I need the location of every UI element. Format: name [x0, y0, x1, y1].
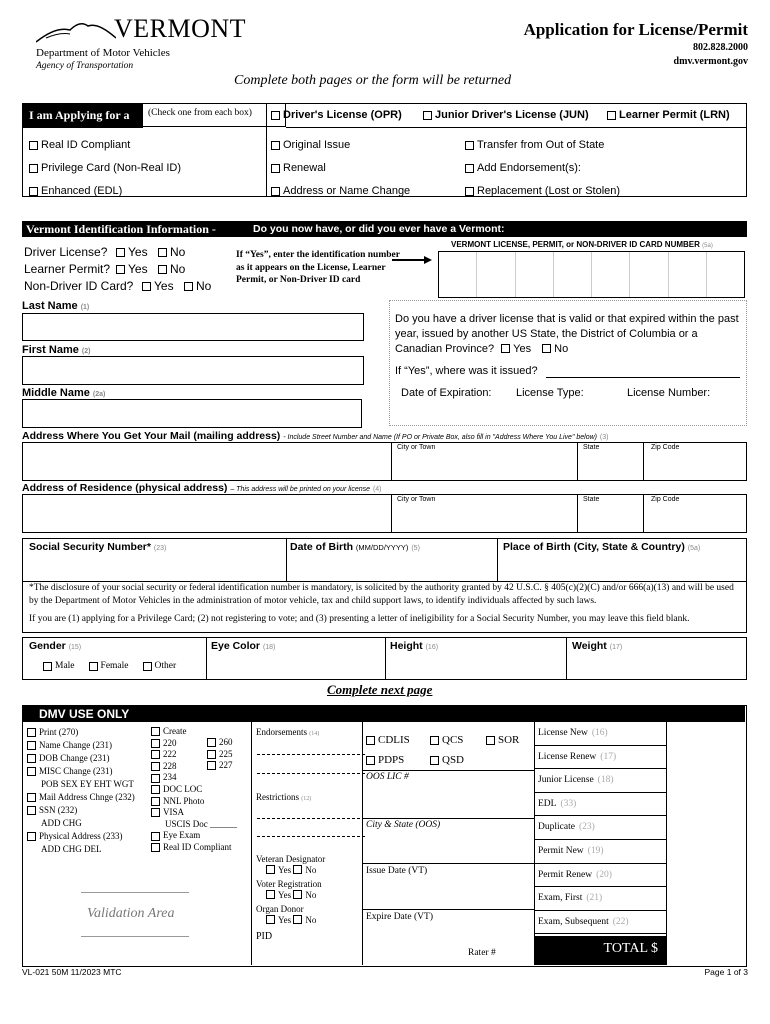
dmv-option: POB SEX EY EHT WGT: [41, 779, 134, 789]
dmv-code[interactable]: VISA: [151, 807, 237, 819]
id-info-header: Vermont Identification Information - Do you now have, or did you ever have a Vermont:: [22, 221, 747, 237]
fee-num: (22): [612, 916, 629, 927]
dmv-option: ADD CHG: [41, 818, 82, 828]
rater-label: Rater #: [468, 948, 496, 958]
dmv-option[interactable]: Name Change (231): [27, 739, 135, 752]
checkbox-icon[interactable]: [465, 187, 474, 196]
fee-row: [534, 840, 666, 864]
dmv-option[interactable]: DOB Change (231): [27, 752, 135, 765]
expire-date-label: Expire Date (VT): [366, 912, 433, 922]
oos-lic-label: OOS LIC #: [366, 772, 409, 782]
mailing-label: Address Where You Get Your Mail (mailing address) - Include Street Number and Name (If PO or Private Box, also fill in "Address Where You Live" below) (3): [22, 430, 609, 442]
checkbox-icon[interactable]: [151, 832, 160, 841]
form-title: Application for License/Permit: [523, 20, 748, 39]
fee-label: Permit Renew: [538, 869, 593, 880]
dmv-codes: [366, 730, 536, 770]
checkbox-icon[interactable]: [151, 727, 160, 736]
middle-name-input[interactable]: [22, 399, 362, 428]
checkbox-icon[interactable]: [27, 754, 36, 763]
checkbox-icon[interactable]: [423, 111, 432, 120]
fee-row: [534, 746, 666, 770]
q-learner-permit: Learner Permit? Yes No: [24, 262, 186, 276]
fee-label: Junior License: [538, 775, 594, 786]
option-original[interactable]: Original Issue: [271, 134, 410, 157]
checkbox-icon[interactable]: [542, 344, 551, 353]
checkbox-icon[interactable]: [465, 141, 474, 150]
code-227[interactable]: 227: [207, 760, 233, 772]
dmv-code[interactable]: Real ID Compliant: [151, 842, 237, 854]
checkbox-icon[interactable]: [293, 865, 302, 874]
fee-row: [534, 864, 666, 888]
dmv-code[interactable]: 234: [151, 772, 237, 784]
checkbox-icon[interactable]: [116, 248, 125, 257]
option-transfer[interactable]: Transfer from Out of State: [465, 134, 620, 157]
city-state-oos-label: City & State (OOS): [366, 820, 441, 830]
endorsements-label: Endorsements (14): [256, 727, 320, 737]
complete-next-page: Complete next page: [327, 682, 433, 697]
code-cdlis[interactable]: CDLIS: [366, 730, 430, 750]
phone: 802.828.2000: [693, 42, 748, 53]
arrow-right-icon: [392, 255, 432, 265]
num-label: License Number:: [627, 387, 711, 399]
dmv-code[interactable]: 220: [151, 738, 237, 750]
dmv-fees: [534, 722, 666, 934]
dmv-option: ADD CHG DEL: [41, 844, 102, 854]
first-name-input[interactable]: [22, 356, 364, 385]
checkbox-icon[interactable]: [151, 843, 160, 852]
type-label: License Type:: [516, 387, 584, 399]
option-endorsement[interactable]: Add Endorsement(s):: [465, 157, 620, 180]
dmv-code[interactable]: DOC LOC: [151, 784, 237, 796]
dmv-option[interactable]: MISC Change (231): [27, 765, 135, 778]
vermont-logo: [36, 14, 256, 46]
ssn-disclosure: *The disclosure of your social security or federal identification number is mandatory, is solicited by the authority granted by 42 U.S.C. § 405(c)(2)(C) and/or 666(a)(13) and will be used by the Department of Motor Vehicles in the administration of motor vehicle, tax and child support laws, to identify individuals affected by such laws.: [29, 583, 734, 606]
checkbox-icon[interactable]: [143, 662, 152, 671]
fee-label: Duplicate: [538, 822, 575, 833]
checkbox-icon[interactable]: [184, 282, 193, 291]
dmv-col1: [27, 726, 135, 856]
option-replacement[interactable]: Replacement (Lost or Stolen): [465, 180, 620, 203]
fee-row: [534, 887, 666, 911]
first-name-label: First Name (2): [22, 344, 91, 356]
checkbox-icon[interactable]: [271, 111, 280, 120]
residence-state-label: State: [583, 496, 600, 503]
checkbox-icon[interactable]: [151, 762, 160, 771]
vt-id-number-input[interactable]: [438, 251, 745, 298]
fee-num: (16): [591, 728, 608, 738]
option-address-change[interactable]: Address or Name Change: [271, 180, 410, 203]
fee-num: (18): [597, 775, 614, 786]
checkbox-icon[interactable]: [293, 890, 302, 899]
privilege-note: If you are (1) applying for a Privilege Card; (2) not registering to vote; and (3) presenting a letter of ineligibility for a Social Security Number, you may leave this field blank.: [29, 614, 690, 624]
last-name-input[interactable]: [22, 313, 364, 341]
dob-field[interactable]: Date of Birth (MM/DD/YYYY) (5): [290, 541, 420, 553]
checkbox-icon[interactable]: [293, 915, 302, 924]
applying-col1: [29, 134, 181, 203]
license-type-jun[interactable]: Junior Driver's License (JUN): [423, 109, 589, 121]
checkbox-icon[interactable]: [27, 767, 36, 776]
dmv-option[interactable]: Print (270): [27, 726, 135, 739]
middle-name-label: Middle Name (2a): [22, 387, 106, 399]
option-renewal[interactable]: Renewal: [271, 157, 410, 180]
applying-section: [22, 103, 747, 197]
mailing-address-input[interactable]: [22, 442, 747, 481]
fee-label: EDL: [538, 798, 557, 809]
checkbox-icon[interactable]: [158, 248, 167, 257]
physical-info-box: [22, 637, 747, 680]
where-issued-input[interactable]: [546, 377, 740, 378]
checkbox-icon[interactable]: [29, 187, 38, 196]
checkbox-icon[interactable]: [271, 164, 280, 173]
vt-id-label: VERMONT LICENSE, PERMIT, or NON-DRIVER ID CARD NUMBER (5a): [451, 240, 713, 249]
checkbox-icon[interactable]: [29, 164, 38, 173]
applying-label: I am Applying for a: [29, 108, 130, 122]
dmv-code: USCIS Doc ______: [165, 818, 238, 829]
checkbox-icon[interactable]: [158, 265, 167, 274]
other-state-question: Do you have a driver license that is valid or that expired within the past year, issued by another US State, the District of Columbia or a Canadian Province? Yes No: [395, 313, 739, 355]
page-number: Page 1 of 3: [704, 967, 748, 977]
applying-label-bar: [23, 104, 143, 127]
dmv-option[interactable]: SSN (232): [27, 804, 135, 817]
checkbox-icon[interactable]: [151, 750, 160, 759]
checkbox-icon[interactable]: [27, 806, 36, 815]
checkbox-icon[interactable]: [501, 344, 510, 353]
fee-num: (20): [596, 869, 612, 880]
license-type-opr[interactable]: Driver's License (OPR): [271, 109, 402, 121]
applying-note: (Check one from each box): [143, 104, 286, 127]
exp-label: Date of Expiration:: [401, 387, 492, 399]
ssn-field[interactable]: Social Security Number* (23): [29, 541, 167, 553]
checkbox-icon[interactable]: [465, 164, 474, 173]
organ-donor: Organ Donor Yes No: [256, 904, 317, 925]
dmv-option[interactable]: Mail Address Chnge (232): [27, 791, 135, 804]
checkbox-icon[interactable]: [151, 797, 160, 806]
checkbox-icon[interactable]: [89, 662, 98, 671]
checkbox-icon[interactable]: [27, 741, 36, 750]
checkbox-icon[interactable]: [607, 111, 616, 120]
form-code: VL-021 50M 11/2023 MTC: [22, 967, 122, 977]
fee-label: Permit New: [538, 845, 584, 856]
fee-row: [534, 816, 666, 840]
website: dmv.vermont.gov: [673, 56, 748, 67]
fee-label: License Renew: [538, 751, 597, 762]
code-pdps[interactable]: PDPS: [366, 750, 430, 770]
fee-num: (17): [600, 751, 617, 762]
fee-row: [534, 911, 666, 935]
checkbox-icon[interactable]: [271, 187, 280, 196]
checkbox-icon[interactable]: [43, 662, 52, 671]
brand-name: VERMONT: [114, 14, 247, 43]
applying-col3: [465, 134, 620, 203]
gender-label: Gender (15): [29, 640, 82, 652]
option-real-id[interactable]: Real ID Compliant: [29, 134, 181, 157]
dept-name: Department of Motor Vehicles: [36, 47, 170, 59]
checkbox-icon[interactable]: [266, 890, 275, 899]
where-issued: If “Yes”, where was it issued?: [395, 365, 538, 377]
dmv-col3: [207, 737, 233, 772]
fee-num: (21): [586, 893, 603, 904]
license-type-lrn[interactable]: Learner Permit (LRN): [607, 109, 730, 121]
fee-label: Exam, Subsequent: [538, 916, 609, 927]
dmv-code[interactable]: NNL Photo: [151, 796, 237, 808]
fee-num: (19): [587, 845, 604, 856]
mailing-state-label: State: [583, 444, 600, 451]
dmv-option[interactable]: Physical Address (233): [27, 830, 135, 843]
gender-options: Male Female Other: [43, 661, 176, 671]
option-privilege-card[interactable]: Privilege Card (Non-Real ID): [29, 157, 181, 180]
checkbox-icon[interactable]: [27, 728, 36, 737]
other-state-box: [389, 300, 747, 426]
fee-row: [534, 793, 666, 817]
checkbox-icon[interactable]: [266, 915, 275, 924]
checkbox-icon[interactable]: [27, 793, 36, 802]
completion-notice: Complete both pages or the form will be returned: [234, 73, 512, 88]
fee-label: License New: [538, 728, 588, 738]
code-225[interactable]: 225: [207, 749, 233, 761]
issue-date-label: Issue Date (VT): [366, 866, 428, 876]
id-questions: [24, 244, 211, 295]
pob-field[interactable]: Place of Birth (City, State & Country) (5a): [503, 541, 701, 553]
dmv-code[interactable]: Create: [151, 726, 237, 738]
weight-field[interactable]: Weight (17): [572, 640, 623, 652]
if-yes-instructions: If “Yes”, enter the identification number as it appears on the License, Learner Permit, or Non-Driver ID card: [236, 250, 400, 285]
checkbox-icon[interactable]: [271, 141, 280, 150]
dmv-header: DMV USE ONLY: [23, 706, 745, 722]
eye-color-field[interactable]: Eye Color (18): [211, 640, 276, 652]
residence-city-label: City or Town: [397, 496, 436, 503]
checkbox-icon[interactable]: [151, 808, 160, 817]
last-name-label: Last Name (1): [22, 300, 90, 312]
checkbox-icon[interactable]: [266, 865, 275, 874]
checkbox-icon[interactable]: [151, 739, 160, 748]
veteran-designator: Veteran Designator Yes No: [256, 854, 326, 875]
residence-label: Address of Residence (physical address) – This address will be printed on your license (4): [22, 482, 382, 494]
height-field[interactable]: Height (16): [390, 640, 439, 652]
voter-registration: Voter Registration Yes No: [256, 879, 322, 900]
fee-num: (33): [560, 798, 577, 809]
dmv-code[interactable]: Eye Exam: [151, 830, 237, 842]
mountain-logo-icon: [36, 16, 116, 46]
dmv-code[interactable]: 228: [151, 761, 237, 773]
restrictions-label: Restrictions (12): [256, 792, 312, 802]
q-non-driver-id: Non-Driver ID Card? Yes No: [24, 279, 212, 293]
code-sor[interactable]: SOR: [486, 730, 519, 750]
fee-num: (23): [578, 822, 595, 833]
pid-label: PID: [256, 931, 273, 942]
mailing-city-label: City or Town: [397, 444, 436, 451]
option-enhanced[interactable]: Enhanced (EDL): [29, 180, 181, 203]
total-box: TOTAL $: [534, 936, 666, 965]
applying-col2: [271, 134, 410, 203]
residence-zip-label: Zip Code: [651, 496, 680, 503]
checkbox-icon[interactable]: [29, 141, 38, 150]
validation-area: Validation Area: [87, 906, 175, 921]
checkbox-icon[interactable]: [142, 282, 151, 291]
checkbox-icon[interactable]: [27, 832, 36, 841]
code-qcs[interactable]: QCS: [430, 730, 486, 750]
residence-address-input[interactable]: [22, 494, 747, 533]
mailing-zip-label: Zip Code: [651, 444, 680, 451]
personal-info-box: [22, 538, 747, 633]
checkbox-icon[interactable]: [151, 785, 160, 794]
dmv-use-only: [22, 705, 747, 967]
checkbox-icon[interactable]: [116, 265, 125, 274]
q-driver-license: Driver License? Yes No: [24, 245, 186, 259]
fee-label: Exam, First: [538, 893, 583, 904]
checkbox-icon[interactable]: [151, 774, 160, 783]
dmv-code[interactable]: 222: [151, 749, 237, 761]
agency-name: Agency of Transportation: [36, 61, 134, 71]
fee-row: [534, 722, 666, 746]
fee-row: [534, 769, 666, 793]
code-260[interactable]: 260: [207, 737, 233, 749]
code-qsd[interactable]: QSD: [430, 750, 464, 770]
